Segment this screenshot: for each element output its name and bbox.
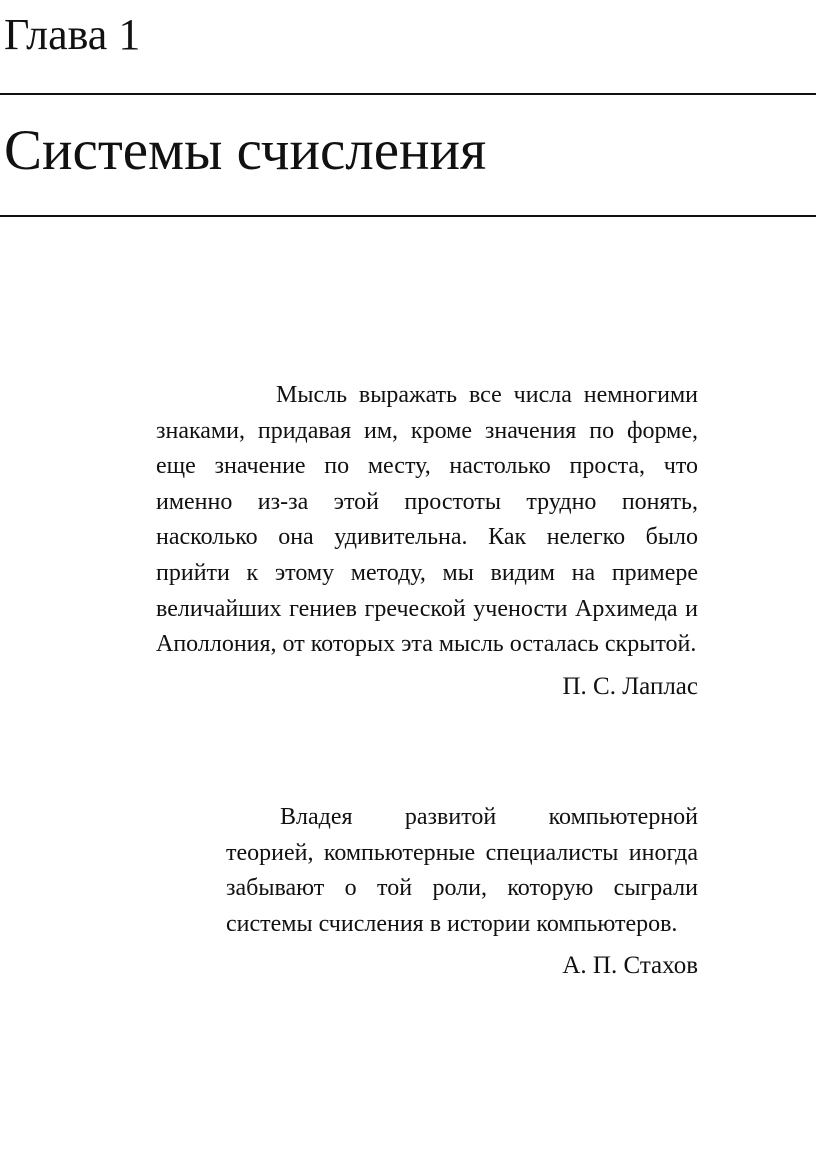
epigraph-text: Владея развитой компьютерной теорией, компьютерные специалисты иногда забывают о той роли, которую сыграли системы счисления в истории компьютеров. <box>226 804 698 937</box>
epigraph-author: А. П. Стахов <box>562 952 698 980</box>
epigraph-laplace <box>156 378 698 707</box>
top-divider <box>0 93 816 95</box>
epigraph-text: Мысль выражать все числа немногими знаками, придавая им, кроме значения по форме, еще значение по месту, настолько проста, что именно из-за этой простоты трудно понять, насколько она удивительна. Как нелегко было прийти к этому методу, мы видим на примере величайших гениев греческой учености Архимеда и Аполлония, от которых эта мысль осталась скрытой. <box>156 382 698 658</box>
bottom-divider <box>0 215 816 217</box>
epigraph-stakhov <box>226 800 698 986</box>
chapter-label: Глава 1 <box>4 10 141 59</box>
epigraph-author: П. С. Лаплас <box>562 672 698 700</box>
chapter-title: Системы счисления <box>4 119 487 182</box>
